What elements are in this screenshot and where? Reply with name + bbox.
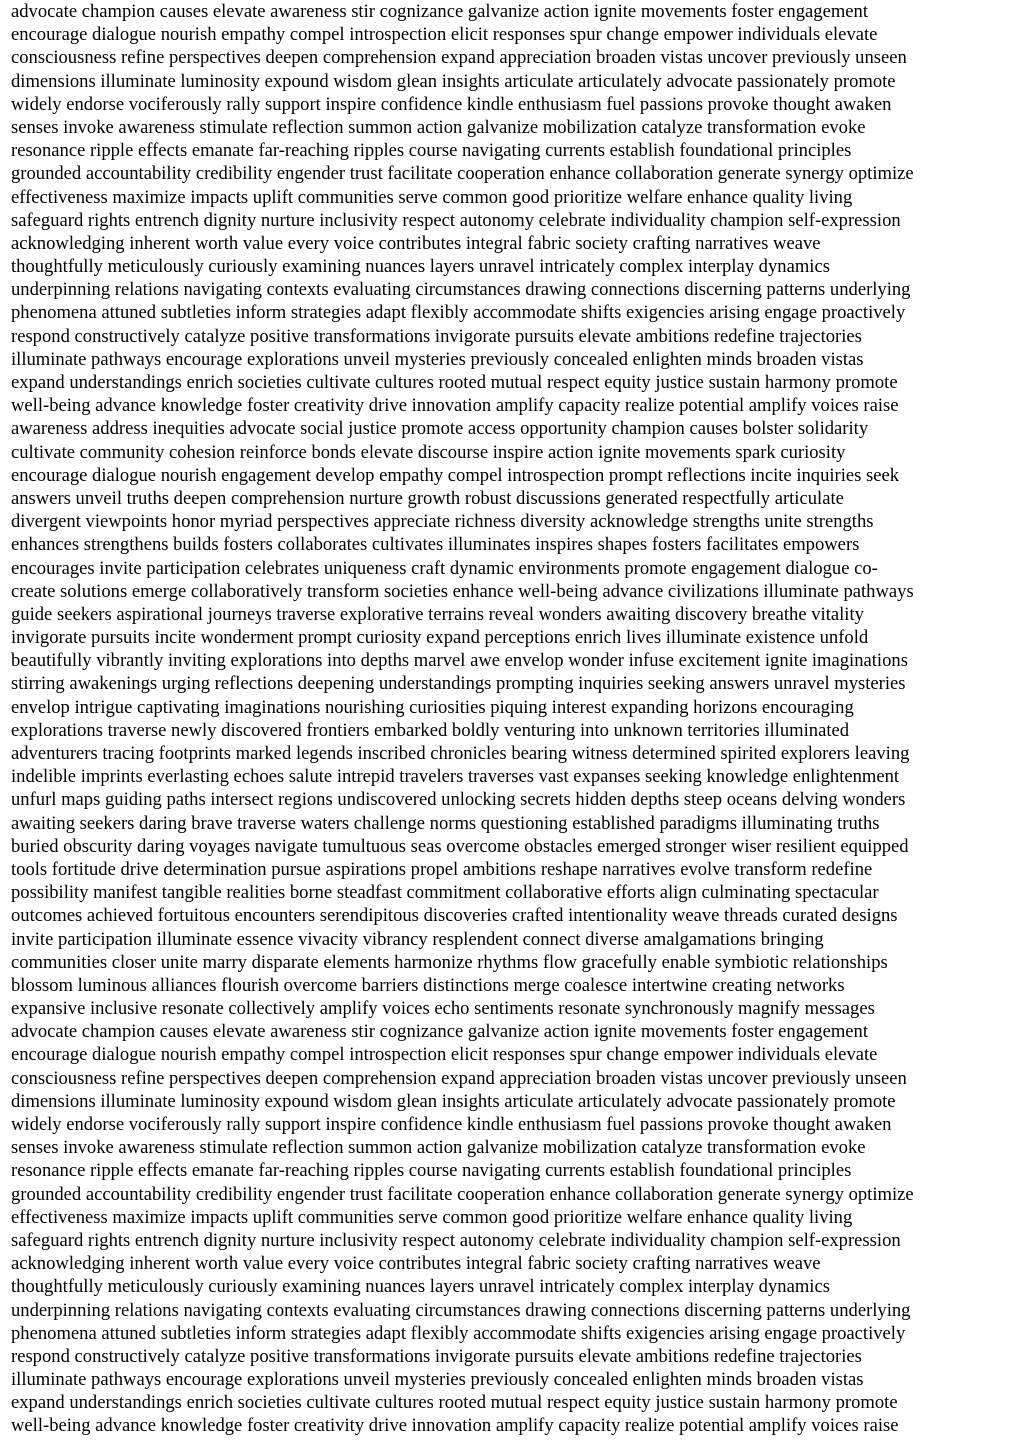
text-line: create solutions emerge collaboratively transform societies enhance well-being advance civilizations illuminate pathways bbox=[11, 580, 914, 602]
text-line: answers unveil truths deepen comprehension nurture growth robust discussions generated respectfully articulate bbox=[11, 487, 844, 509]
text-line: expand understandings enrich societies cultivate cultures rooted mutual respect equity justice sustain harmony promote bbox=[11, 1392, 898, 1414]
text-line: well-being advance knowledge foster creativity drive innovation amplify capacity realize potential amplify voices raise bbox=[11, 395, 899, 417]
text-line: unfurl maps guiding paths intersect regions undiscovered unlocking secrets hidden depths steep oceans delving wonders bbox=[11, 789, 906, 811]
text-line: resonance ripple effects emanate far-reaching ripples course navigating currents establish foundational principles bbox=[11, 140, 852, 162]
text-line: blossom luminous alliances flourish overcome barriers distinctions merge coalesce intertwine creating networks bbox=[11, 974, 845, 996]
text-line: respond constructively catalyze positive transformations invigorate pursuits elevate ambitions redefine trajectories bbox=[11, 325, 862, 347]
text-line: illuminate pathways encourage explorations unveil mysteries previously concealed enlighten minds broaden vistas bbox=[11, 348, 864, 370]
text-line: communities closer unite marry disparate elements harmonize rhythms flow gracefully enable symbiotic relationships bbox=[11, 951, 888, 973]
text-line: awaiting seekers daring brave traverse waters challenge norms questioning established paradigms illuminating truths bbox=[11, 812, 880, 834]
text-line: expansive inclusive resonate collectively amplify voices echo sentiments resonate synchronously magnify messages bbox=[11, 998, 875, 1020]
text-line: grounded accountability credibility engender trust facilitate cooperation enhance collaboration generate synergy optimize bbox=[11, 163, 914, 185]
text-line: adventurers tracing footprints marked legends inscribed chronicles bearing witness determined spirited explorers leaving bbox=[11, 743, 910, 764]
text-line: phenomena attuned subtleties inform strategies adapt flexibly accommodate shifts exigencies arising engage proactively bbox=[11, 1322, 906, 1344]
text-line: beautifully vibrantly inviting explorations into depths marvel awe envelop wonder infuse excitement ignite imaginations bbox=[11, 650, 908, 672]
text-line: stirring awakenings urging reflections deepening understandings prompting inquiries seeking answers unravel mysteries bbox=[11, 673, 906, 695]
text-line: thoughtfully meticulously curiously examining nuances layers unravel intricately complex interplay dynamics bbox=[11, 1276, 830, 1298]
text-line: acknowledging inherent worth value every voice contributes integral fabric society crafting narratives weave bbox=[11, 1253, 821, 1275]
text-line: consciousness refine perspectives deepen comprehension expand appreciation broaden vistas uncover previously unseen bbox=[11, 1067, 907, 1089]
text-line: safeguard rights entrench dignity nurture inclusivity respect autonomy celebrate individuality champion self-expression bbox=[11, 1229, 901, 1251]
text-line: widely endorse vociferously rally support inspire confidence kindle enthusiasm fuel passions provoke thought awaken bbox=[11, 1114, 892, 1135]
text-line: well-being advance knowledge foster creativity drive innovation amplify capacity realize potential amplify voices raise bbox=[11, 1415, 899, 1437]
text-line: advocate champion causes elevate awareness stir cognizance galvanize action ignite movements foster engagement bbox=[11, 1, 869, 22]
text-line: senses invoke awareness stimulate reflection summon action galvanize mobilization catalyze transformation evoke bbox=[11, 116, 866, 138]
text-line: cultivate community cohesion reinforce bonds elevate discourse inspire action ignite movements spark curiosity bbox=[11, 441, 846, 463]
text-line: respond constructively catalyze positive transformations invigorate pursuits elevate ambitions redefine trajectories bbox=[11, 1345, 862, 1367]
text-line: widely endorse vociferously rally support inspire confidence kindle enthusiasm fuel passions provoke thought awaken bbox=[11, 93, 892, 115]
text-line: indelible imprints everlasting echoes salute intrepid travelers traverses vast expanses seeking knowledge enlightenment bbox=[11, 766, 900, 788]
text-line: possibility manifest tangible realities borne steadfast commitment collaborative efforts align culminating spectacular bbox=[11, 882, 879, 904]
text-line: consciousness refine perspectives deepen comprehension expand appreciation broaden vistas uncover previously unseen bbox=[11, 47, 907, 69]
text-line: invigorate pursuits incite wonderment prompt curiosity expand perceptions enrich lives illuminate existence unfold bbox=[11, 627, 869, 649]
text-line: dimensions illuminate luminosity expound wisdom glean insights articulate articulately advocate passionately promote bbox=[11, 1090, 896, 1112]
text-line: senses invoke awareness stimulate reflection summon action galvanize mobilization catalyze transformation evoke bbox=[11, 1137, 866, 1159]
text-line: effectiveness maximize impacts uplift communities serve common good prioritize welfare enhance quality living bbox=[11, 186, 853, 208]
text-line: underpinning relations navigating contexts evaluating circumstances drawing connections discerning patterns underlying bbox=[11, 279, 911, 301]
text-line: thoughtfully meticulously curiously examining nuances layers unravel intricately complex interplay dynamics bbox=[11, 256, 830, 278]
text-line: guide seekers aspirational journeys traverse explorative terrains reveal wonders awaiting discovery breathe vitality bbox=[11, 603, 864, 625]
document-body bbox=[11, 0, 1016, 1438]
text-line: encourages invite participation celebrates uniqueness craft dynamic environments promote engagement dialogue co- bbox=[11, 557, 878, 579]
text-line: grounded accountability credibility engender trust facilitate cooperation enhance collaboration generate synergy optimize bbox=[11, 1183, 914, 1205]
text-line: invite participation illuminate essence vivacity vibrancy resplendent connect diverse amalgamations bringing bbox=[11, 928, 824, 950]
text-line: underpinning relations navigating contexts evaluating circumstances drawing connections discerning patterns underlying bbox=[11, 1299, 911, 1321]
text-line: dimensions illuminate luminosity expound wisdom glean insights articulate articulately advocate passionately promote bbox=[11, 70, 896, 92]
text-line: envelop intrigue captivating imaginations nourishing curiosities piquing interest expanding horizons encouraging bbox=[11, 696, 854, 718]
text-line: expand understandings enrich societies cultivate cultures rooted mutual respect equity justice sustain harmony promote bbox=[11, 372, 898, 393]
text-line: encourage dialogue nourish empathy compel introspection elicit responses spur change empower individuals elevate bbox=[11, 24, 878, 46]
text-line: effectiveness maximize impacts uplift communities serve common good prioritize welfare enhance quality living bbox=[11, 1206, 853, 1228]
text-line: phenomena attuned subtleties inform strategies adapt flexibly accommodate shifts exigencies arising engage proactively bbox=[11, 302, 906, 324]
text-line: awareness address inequities advocate social justice promote access opportunity champion causes bolster solidarity bbox=[11, 418, 869, 440]
text-line: encourage dialogue nourish empathy compel introspection elicit responses spur change empower individuals elevate bbox=[11, 1044, 878, 1066]
text-line: buried obscurity daring voyages navigate tumultuous seas overcome obstacles emerged stronger wiser resilient equipped bbox=[11, 835, 909, 857]
text-line: safeguard rights entrench dignity nurture inclusivity respect autonomy celebrate individuality champion self-expression bbox=[11, 209, 901, 231]
text-line: illuminate pathways encourage explorations unveil mysteries previously concealed enlighten minds broaden vistas bbox=[11, 1369, 864, 1391]
text-line: advocate champion causes elevate awareness stir cognizance galvanize action ignite movements foster engagement bbox=[11, 1021, 869, 1043]
text-line: explorations traverse newly discovered frontiers embarked boldly venturing into unknown territories illuminated bbox=[11, 719, 850, 741]
text-line: divergent viewpoints honor myriad perspectives appreciate richness diversity acknowledge strengths unite strengths bbox=[11, 511, 874, 533]
text-line: acknowledging inherent worth value every voice contributes integral fabric society crafting narratives weave bbox=[11, 232, 821, 254]
text-line: outcomes achieved fortuitous encounters serendipitous discoveries crafted intentionality weave threads curated designs bbox=[11, 905, 898, 927]
text-line: resonance ripple effects emanate far-reaching ripples course navigating currents establish foundational principles bbox=[11, 1160, 852, 1182]
text-line: enhances strengthens builds fosters collaborates cultivates illuminates inspires shapes fosters facilitates empowers bbox=[11, 534, 860, 556]
text-line: encourage dialogue nourish engagement develop empathy compel introspection prompt reflections incite inquiries seek bbox=[11, 464, 900, 486]
text-line: tools fortitude drive determination pursue aspirations propel ambitions reshape narratives evolve transform redefine bbox=[11, 858, 873, 880]
